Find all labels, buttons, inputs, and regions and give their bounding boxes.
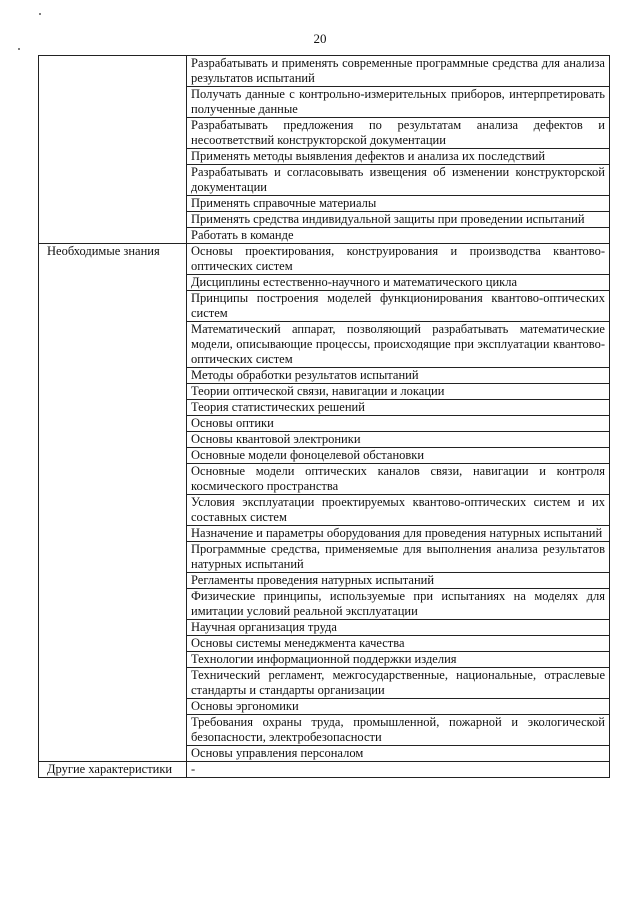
requirement-cell: Технический регламент, межгосударственные, национальные, отраслевые стандарты и стандарты организации	[187, 668, 610, 699]
requirement-cell: Основы проектирования, конструирования и производства квантово-оптических систем	[187, 244, 610, 275]
requirement-cell: Разрабатывать и применять современные программные средства для анализа результатов испытаний	[187, 56, 610, 87]
table-body	[39, 56, 610, 778]
category-cell-continued	[39, 56, 187, 244]
requirement-cell: Методы обработки результатов испытаний	[187, 368, 610, 384]
requirement-cell: Основы управления персоналом	[187, 746, 610, 762]
requirement-cell: Разрабатывать предложения по результатам анализа дефектов и несоответствий конструкторской документации	[187, 118, 610, 149]
requirement-cell: Физические принципы, используемые при испытаниях на моделях для имитации условий реальной эксплуатации	[187, 589, 610, 620]
table-row	[39, 762, 610, 778]
requirement-cell: Получать данные с контрольно-измерительных приборов, интерпретировать полученные данные	[187, 87, 610, 118]
requirement-cell: Применять средства индивидуальной защиты при проведении испытаний	[187, 212, 610, 228]
requirement-cell: Требования охраны труда, промышленной, пожарной и экологической безопасности, электробезопасности	[187, 715, 610, 746]
requirement-cell: Работать в команде	[187, 228, 610, 244]
category-label: Необходимые знания	[39, 244, 187, 762]
requirement-cell: Назначение и параметры оборудования для проведения натурных испытаний	[187, 526, 610, 542]
requirement-cell: Научная организация труда	[187, 620, 610, 636]
scan-speck	[39, 13, 41, 15]
requirement-cell: Основы системы менеджмента качества	[187, 636, 610, 652]
page-number: 20	[313, 31, 327, 46]
requirement-cell: Основы оптики	[187, 416, 610, 432]
requirement-cell: Условия эксплуатации проектируемых квантово-оптических систем и их составных систем	[187, 495, 610, 526]
requirement-cell: Принципы построения моделей функционирования квантово-оптических систем	[187, 291, 610, 322]
table-row	[39, 56, 610, 87]
requirement-cell: Основы эргономики	[187, 699, 610, 715]
requirement-cell: -	[187, 762, 610, 778]
requirement-cell: Технологии информационной поддержки изделия	[187, 652, 610, 668]
scan-speck	[18, 48, 20, 50]
requirement-cell: Математический аппарат, позволяющий разрабатывать математические модели, описывающие процессы, происходящие при эксплуатации квантово-оптических систем	[187, 322, 610, 368]
requirement-cell: Дисциплины естественно-научного и математического цикла	[187, 275, 610, 291]
requirement-cell: Регламенты проведения натурных испытаний	[187, 573, 610, 589]
requirement-cell: Теории оптической связи, навигации и локации	[187, 384, 610, 400]
category-label: Другие характеристики	[39, 762, 187, 778]
labor-function-table	[38, 55, 610, 778]
requirement-cell: Основные модели фоноцелевой обстановки	[187, 448, 610, 464]
requirement-cell: Теория статистических решений	[187, 400, 610, 416]
requirement-cell: Применять справочные материалы	[187, 196, 610, 212]
requirement-cell: Основные модели оптических каналов связи, навигации и контроля космического пространства	[187, 464, 610, 495]
table-row	[39, 244, 610, 275]
requirement-cell: Применять методы выявления дефектов и анализа их последствий	[187, 149, 610, 165]
requirement-cell: Разрабатывать и согласовывать извещения об изменении конструкторской документации	[187, 165, 610, 196]
requirement-cell: Основы квантовой электроники	[187, 432, 610, 448]
requirement-cell: Программные средства, применяемые для выполнения анализа результатов натурных испытаний	[187, 542, 610, 573]
